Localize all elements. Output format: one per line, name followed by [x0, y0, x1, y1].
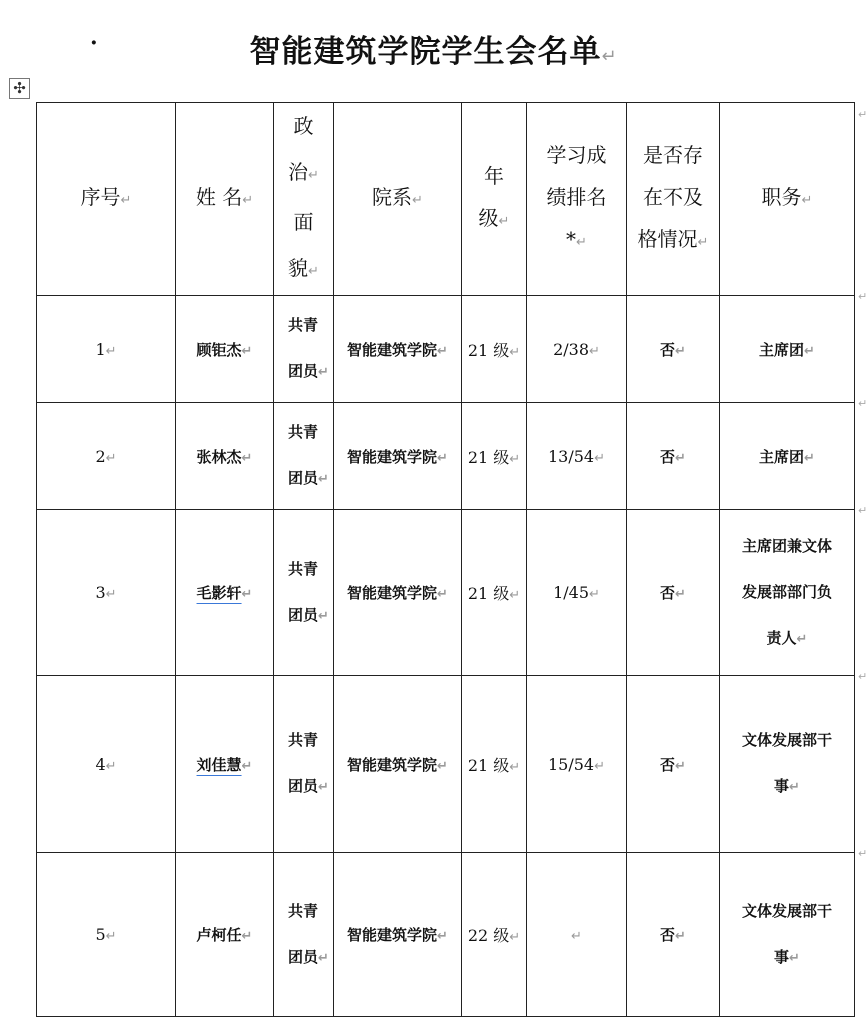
cell-political: 共青 团员↵ — [274, 403, 334, 510]
header-position: 职务↵ — [720, 103, 855, 296]
cell-seq: 5↵ — [37, 853, 176, 1017]
cell-name: 卢柯任↵ — [176, 853, 274, 1017]
cell-grade: 21 级↵ — [462, 676, 527, 853]
cell-fail: 否↵ — [627, 296, 720, 403]
cell-seq: 2↵ — [37, 403, 176, 510]
cell-name: 毛影轩↵ — [176, 510, 274, 676]
cell-rank: ↵ — [527, 853, 627, 1017]
cell-rank: 13/54↵ — [527, 403, 627, 510]
cell-grade: 21 级↵ — [462, 510, 527, 676]
list-bullet: · — [90, 30, 98, 56]
cell-political: 共青 团员↵ — [274, 296, 334, 403]
row-end-mark: ↵ — [858, 847, 867, 860]
cell-fail: 否↵ — [627, 510, 720, 676]
cell-seq: 1↵ — [37, 296, 176, 403]
cell-position: 主席团↵ — [720, 296, 855, 403]
row-end-mark: ↵ — [858, 670, 867, 683]
cell-grade: 21 级↵ — [462, 403, 527, 510]
title-text: 智能建筑学院学生会名单 — [249, 34, 602, 70]
cell-fail: 否↵ — [627, 853, 720, 1017]
cell-name: 刘佳慧↵ — [176, 676, 274, 853]
cell-position: 主席团↵ — [720, 403, 855, 510]
header-college: 院系↵ — [334, 103, 462, 296]
table-row — [37, 853, 855, 1017]
move-cross-icon[interactable]: ✣ — [9, 78, 30, 99]
cell-position: 文体发展部干 事↵ — [720, 676, 855, 853]
cell-grade: 21 级↵ — [462, 296, 527, 403]
cell-position: 文体发展部干 事↵ — [720, 853, 855, 1017]
row-end-mark: ↵ — [858, 290, 867, 303]
header-rank: 学习成 绩排名 *↵ — [527, 103, 627, 296]
row-end-mark: ↵ — [858, 397, 867, 410]
table-row — [37, 403, 855, 510]
table-row — [37, 676, 855, 853]
table-row — [37, 296, 855, 403]
cell-name: 张林杰↵ — [176, 403, 274, 510]
paragraph-mark: ↵ — [601, 46, 618, 67]
cell-political: 共青 团员↵ — [274, 676, 334, 853]
cell-rank: 1/45↵ — [527, 510, 627, 676]
header-row — [37, 103, 855, 296]
student-union-table — [36, 102, 855, 1017]
cell-political: 共青 团员↵ — [274, 853, 334, 1017]
cell-college: 智能建筑学院↵ — [334, 853, 462, 1017]
table-row — [37, 510, 855, 676]
row-end-mark: ↵ — [858, 108, 867, 121]
row-end-mark: ↵ — [858, 504, 867, 517]
cell-political: 共青 团员↵ — [274, 510, 334, 676]
header-fail: 是否存 在不及 格情况↵ — [627, 103, 720, 296]
header-political: 政 治↵ 面 貌↵ — [274, 103, 334, 296]
cell-name: 顾钜杰↵ — [176, 296, 274, 403]
cell-rank: 2/38↵ — [527, 296, 627, 403]
cell-college: 智能建筑学院↵ — [334, 676, 462, 853]
cell-grade: 22 级↵ — [462, 853, 527, 1017]
cell-seq: 4↵ — [37, 676, 176, 853]
cell-college: 智能建筑学院↵ — [334, 510, 462, 676]
cell-college: 智能建筑学院↵ — [334, 296, 462, 403]
document-title — [0, 26, 867, 71]
header-name: 姓 名↵ — [176, 103, 274, 296]
cell-fail: 否↵ — [627, 403, 720, 510]
cell-fail: 否↵ — [627, 676, 720, 853]
cell-college: 智能建筑学院↵ — [334, 403, 462, 510]
header-seq: 序号↵ — [37, 103, 176, 296]
cell-seq: 3↵ — [37, 510, 176, 676]
cell-position: 主席团兼文体 发展部部门负 责人↵ — [720, 510, 855, 676]
cell-rank: 15/54↵ — [527, 676, 627, 853]
header-grade: 年 级↵ — [462, 103, 527, 296]
